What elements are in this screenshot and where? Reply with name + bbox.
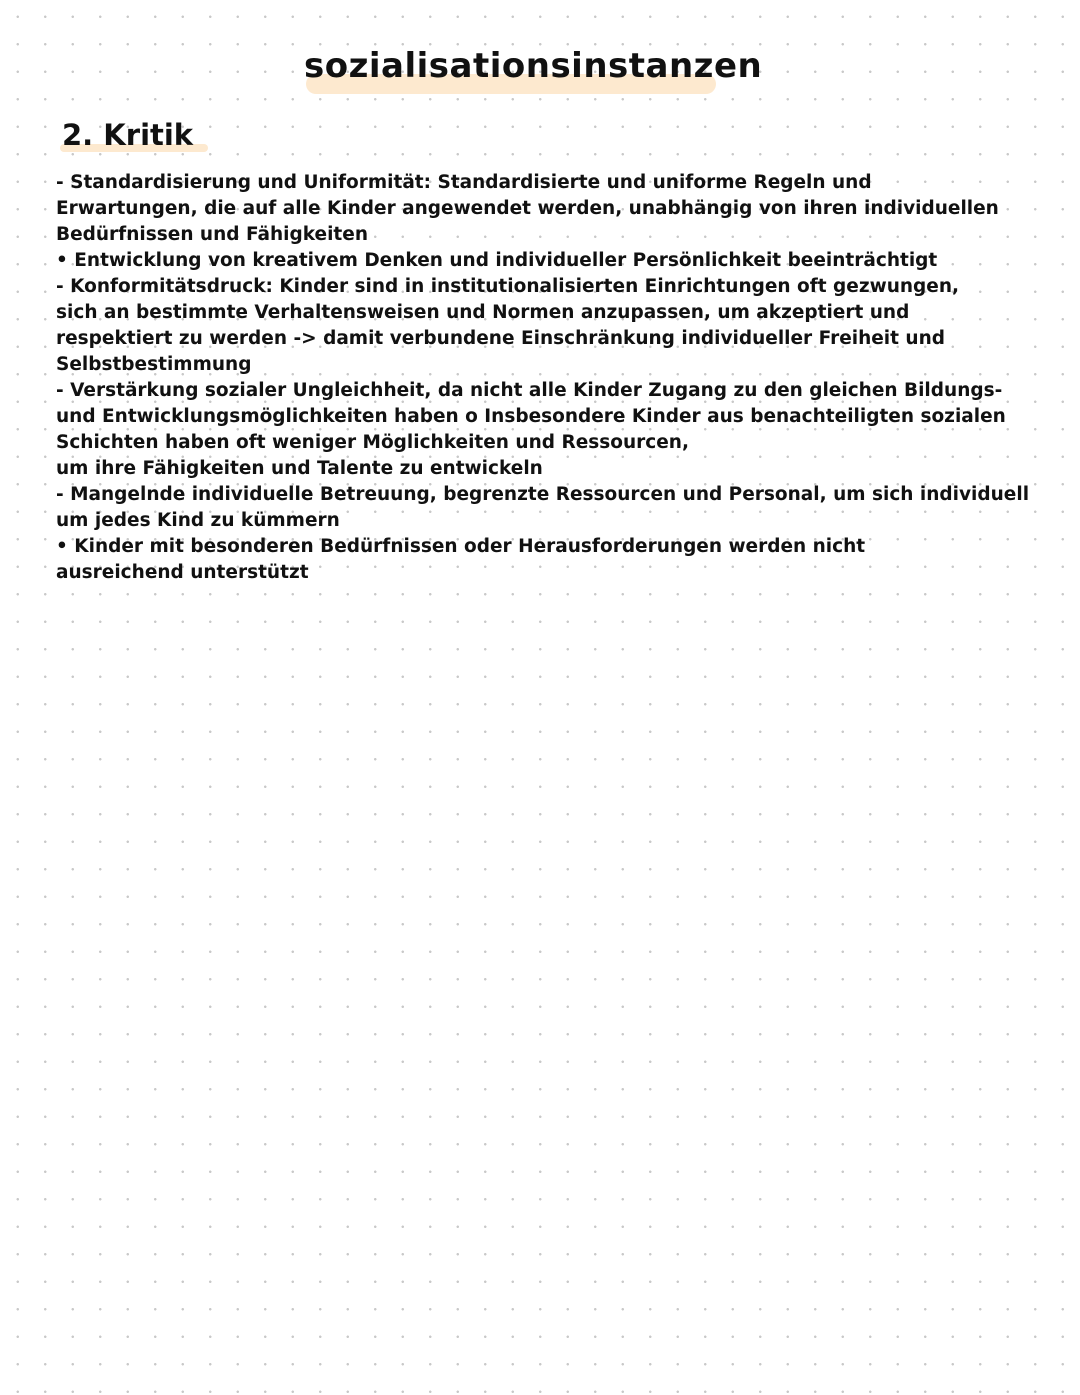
section-heading: 2. Kritik [62, 118, 194, 152]
note-line: Erwartungen, die auf alle Kinder angewendet werden, unabhängig von ihren individuellen [56, 198, 999, 219]
note-line: respektiert zu werden -> damit verbundene Einschränkung individueller Freiheit und [56, 328, 946, 349]
note-line: - Mangelnde individuelle Betreuung, begrenzte Ressourcen und Personal, um sich individuell [56, 484, 1030, 505]
page-title: sozialisationsinstanzen [304, 46, 763, 86]
note-line: • Entwicklung von kreativem Denken und individueller Persönlichkeit beeinträchtigt [56, 250, 938, 271]
note-line: Schichten haben oft weniger Möglichkeiten und Ressourcen, [56, 432, 689, 453]
page-title-block [300, 40, 763, 100]
note-line: Bedürfnissen und Fähigkeiten [56, 224, 368, 245]
note-line: - Standardisierung und Uniformität: Standardisierte und uniforme Regeln und [56, 172, 872, 193]
note-line: • Kinder mit besonderen Bedürfnissen oder Herausforderungen werden nicht [56, 536, 866, 557]
note-line: - Verstärkung sozialer Ungleichheit, da nicht alle Kinder Zugang zu den gleichen Bildungs- [56, 380, 1003, 401]
notes-body [56, 170, 1046, 586]
note-line: um jedes Kind zu kümmern [56, 510, 340, 531]
note-line: - Konformitätsdruck: Kinder sind in institutionalisierten Einrichtungen oft gezwungen, [56, 276, 960, 297]
note-line: ausreichend unterstützt [56, 562, 309, 583]
note-line: Selbstbestimmung [56, 354, 252, 375]
note-line: sich an bestimmte Verhaltensweisen und Normen anzupassen, um akzeptiert und [56, 302, 910, 323]
note-line: und Entwicklungsmöglichkeiten haben o Insbesondere Kinder aus benachteiligten sozialen [56, 406, 1006, 427]
section-heading-block [60, 116, 220, 158]
note-line: um ihre Fähigkeiten und Talente zu entwickeln [56, 458, 543, 479]
